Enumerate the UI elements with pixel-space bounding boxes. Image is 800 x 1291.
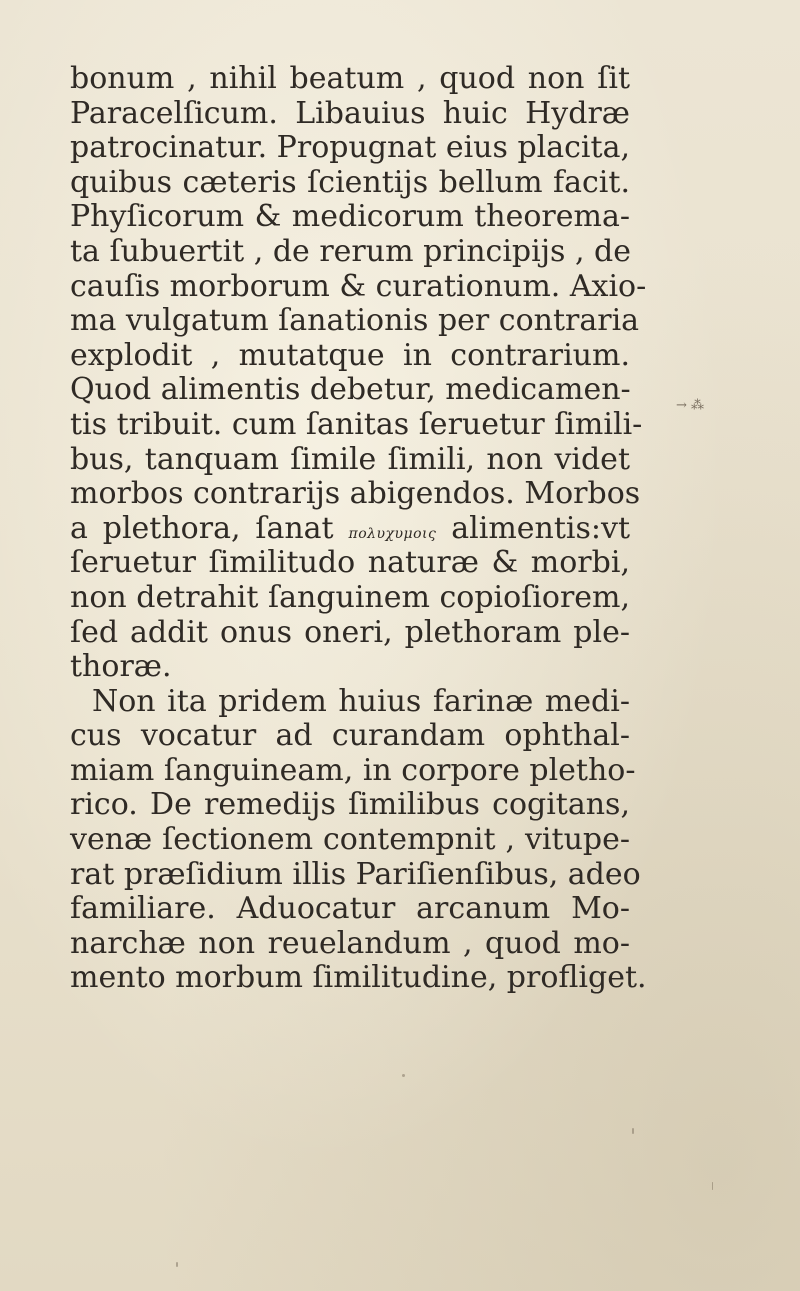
text-line-15: ſeruetur ſimilitudo naturæ & morbi, [70,545,630,581]
paper-speck [712,1182,713,1190]
text-line-3: patrocinatur. Propugnat eius placita, [70,130,630,166]
text-line-7: cauſis morborum & curationum. Axio- [70,268,647,304]
text-line-6: ta ſubuertit , de rerum principijs , de [70,233,631,269]
greek-word: πολυχυμοις [348,525,437,542]
text-line-21: miam ſanguineam, in corpore pletho- [70,752,636,788]
text-line-20: cus vocatur ad curandam ophthal- [70,718,630,754]
text-line-27: mento morbum ſimilitudine, profliget. [70,960,647,996]
text-line-22: rico. De remedijs ſimilibus cogitans, [70,787,630,823]
text-line-14 [70,512,630,547]
text-line-11: tis tribuit. cum ſanitas ſeruetur ſimili- [70,406,643,442]
text-line-16: non detrahit ſanguinem copioſiorem, [70,579,631,615]
text-line-12: bus, tanquam ſimile ſimili, non videt [70,441,630,477]
text-line-19: Non ita pridem huius farinæ medi- [92,683,630,719]
margin-note: → ⁂ [676,398,705,413]
text-line-14-end: alimentis:vt [451,510,631,546]
text-line-18: thoræ. [70,649,172,685]
text-line-5: Phyſicorum & medicorum theorema- [70,199,630,235]
text-line-4: quibus cæteris ſcientijs bellum facit. [70,164,630,200]
text-line-9: explodit , mutatque in contrarium. [70,337,630,373]
text-line-2: Paracelſicum. Libauius huic Hydræ [70,95,630,131]
text-line-17: ſed addit onus oneri, plethoram ple- [70,614,630,650]
paper-speck [176,1262,178,1267]
text-line-24: rat præſidium illis Pariſienſibus, adeo [70,856,641,892]
page-text [70,61,647,996]
text-line-14-start: a plethora, ſanat [70,510,334,546]
paper-speck [632,1128,634,1134]
text-line-26: narchæ non reuelandum , quod mo- [70,925,630,961]
text-line-10: Quod alimentis debetur, medicamen- [70,372,631,408]
text-line-1: bonum , nihil beatum , quod non ſit [70,61,630,96]
paper-speck [402,1074,405,1077]
text-line-25: familiare. Aduocatur arcanum Mo- [70,891,630,927]
text-line-23: venæ ſectionem contempnit , vitupe- [70,822,630,858]
text-line-8: ma vulgatum ſanationis per contraria [70,303,640,339]
text-line-13: morbos contrarijs abigendos. Morbos [70,476,641,512]
